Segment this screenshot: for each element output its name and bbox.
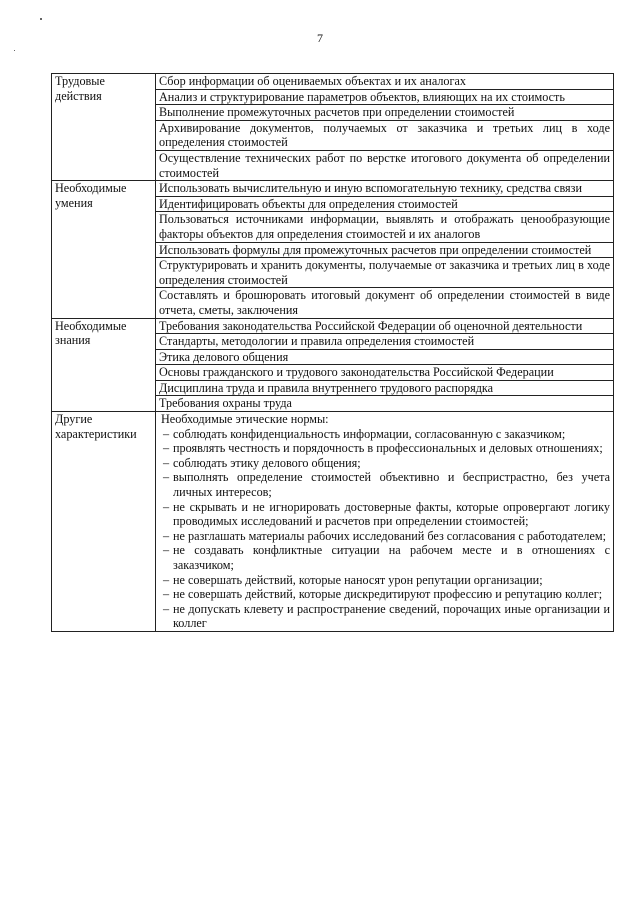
- table-cell: Требования законодательства Российской Федерации об оценочной деятельности: [156, 318, 614, 334]
- bullet-dash: –: [162, 587, 170, 602]
- table-cell: Идентифицировать объекты для определения стоимостей: [156, 196, 614, 212]
- category-other: Другие характеристики: [52, 412, 156, 632]
- list-item-text: выполнять определение стоимостей объективно и беспристрастно, без учета личных интересов;: [173, 470, 610, 500]
- list-item: [159, 573, 610, 588]
- category-required-knowledge: Необходимые знания: [52, 318, 156, 412]
- category-required-skills: Необходимые умения: [52, 181, 156, 318]
- page-number: 7: [317, 31, 323, 45]
- ethics-list: [159, 427, 610, 631]
- list-item-text: соблюдать конфиденциальность информации, согласованную с заказчиком;: [173, 426, 566, 441]
- table-cell: Основы гражданского и трудового законодательства Российской Федерации: [156, 365, 614, 381]
- list-item-text: не допускать клевету и распространение сведений, порочащих иные организации и коллег: [173, 601, 610, 631]
- table-cell: Сбор информации об оцениваемых объектах и их аналогах: [156, 74, 614, 90]
- list-item-text: не совершать действий, которые наносят урон репутации организации;: [173, 572, 543, 587]
- list-item: [159, 500, 610, 529]
- list-item: [159, 441, 610, 456]
- bullet-dash: –: [162, 601, 170, 616]
- bullet-dash: –: [162, 455, 170, 470]
- table-cell: Пользоваться источниками информации, выявлять и отображать ценообразующие факторы объектов для определения стоимостей и их аналогов: [156, 212, 614, 242]
- bullet-dash: –: [162, 441, 170, 456]
- table-cell: Структурировать и хранить документы, получаемые от заказчика и третьих лиц в ходе определения стоимостей: [156, 258, 614, 288]
- list-item-text: не создавать конфликтные ситуации на рабочем месте и в отношениях с заказчиком;: [173, 543, 610, 572]
- table-cell: Этика делового общения: [156, 349, 614, 365]
- list-item-text: не разглашать материалы рабочих исследований без согласования с работодателем;: [173, 528, 606, 543]
- list-item-text: проявлять честность и порядочность в профессиональных и деловых отношениях;: [173, 441, 603, 456]
- table-cell: Дисциплина труда и правила внутреннего трудового распорядка: [156, 380, 614, 396]
- list-item-text: не скрывать и не игнорировать достоверные факты, которые опровергают логику проводимых исследований и расчетов при определении стоимостей;: [173, 499, 610, 529]
- scan-speck: [14, 50, 15, 51]
- bullet-dash: –: [162, 543, 170, 558]
- ethics-intro: Необходимые этические нормы:: [161, 412, 329, 427]
- category-labor-actions: Трудовые действия: [52, 74, 156, 181]
- table-cell: Осуществление технических работ по верстке итогового документа об определении стоимостей: [156, 150, 614, 180]
- table-row: [52, 318, 614, 334]
- table-row: [52, 412, 614, 632]
- table-cell: Выполнение промежуточных расчетов при определении стоимостей: [156, 105, 614, 121]
- bullet-dash: –: [162, 470, 170, 485]
- list-item: [159, 456, 610, 471]
- table-row: [52, 74, 614, 90]
- bullet-dash: –: [162, 572, 170, 587]
- table-cell: Использовать формулы для промежуточных расчетов при определении стоимостей: [156, 242, 614, 258]
- list-item: [159, 427, 610, 442]
- bullet-dash: –: [162, 426, 170, 441]
- table-row: [52, 181, 614, 197]
- competency-table: [51, 73, 614, 632]
- list-item: [159, 543, 610, 572]
- table-cell: Архивирование документов, получаемых от заказчика и третьих лиц в ходе определения стоимостей: [156, 120, 614, 150]
- scan-speck: [40, 18, 42, 20]
- ethics-cell: [156, 412, 614, 632]
- table-cell: Требования охраны труда: [156, 396, 614, 412]
- list-item: [159, 529, 610, 544]
- table-cell: Стандарты, методологии и правила определения стоимостей: [156, 334, 614, 350]
- list-item: [159, 587, 610, 602]
- list-item: [159, 602, 610, 631]
- table-cell: Использовать вычислительную и иную вспомогательную технику, средства связи: [156, 181, 614, 197]
- list-item: [159, 470, 610, 499]
- table-cell: Анализ и структурирование параметров объектов, влияющих на их стоимость: [156, 89, 614, 105]
- list-item-text: соблюдать этику делового общения;: [173, 455, 361, 470]
- bullet-dash: –: [162, 528, 170, 543]
- bullet-dash: –: [162, 499, 170, 514]
- list-item-text: не совершать действий, которые дискредитируют профессию и репутацию коллег;: [173, 587, 603, 602]
- table-cell: Составлять и брошюровать итоговый документ об определении стоимостей в виде отчета, сметы, заключения: [156, 288, 614, 318]
